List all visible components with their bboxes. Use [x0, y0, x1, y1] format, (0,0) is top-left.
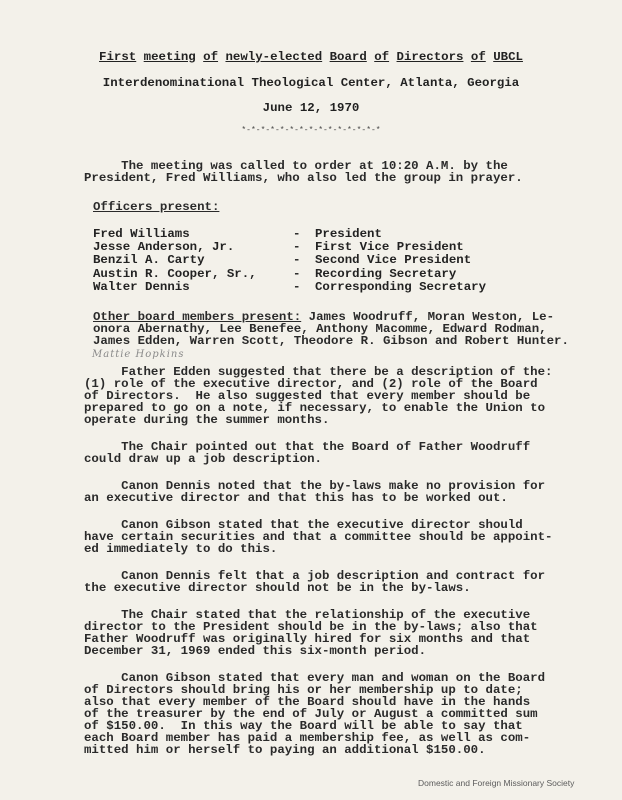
- text-line: each Board member has paid a membership fee, as well as com-: [84, 731, 531, 745]
- document-title: [0, 50, 622, 64]
- text-line: of Directors should bring his or her membership up to date;: [84, 683, 523, 697]
- officers-list: [93, 228, 486, 294]
- title-word: First: [99, 50, 137, 64]
- officer-name: Fred Williams: [93, 227, 190, 241]
- officers-heading: Officers present:: [93, 200, 220, 214]
- handwritten-annotation: Mattie Hopkins: [92, 349, 185, 360]
- subtitle: Interdenominational Theological Center, Atlanta, Georgia: [102, 76, 520, 90]
- text-line: Canon Dennis felt that a job description and contract for: [84, 569, 546, 583]
- officer-name: Walter Dennis: [93, 279, 190, 294]
- officers-heading-block: [93, 201, 219, 213]
- dash: -: [293, 240, 301, 255]
- text-line: an executive director and that this has to be worked out.: [84, 491, 508, 505]
- text-line: prepared to go on a note, if necessary, to enable the Union to: [84, 401, 546, 415]
- text-line: the executive director should not be in the by-laws.: [84, 581, 471, 595]
- title-word: Board: [329, 50, 367, 64]
- paragraph: [84, 609, 552, 657]
- officer-row: [93, 254, 486, 267]
- officer-role: President: [315, 227, 382, 241]
- text-line: of the treasurer by the end of July or August a committed sum: [84, 707, 538, 721]
- opening-paragraph: [84, 160, 523, 184]
- minutes-body: [84, 366, 552, 771]
- dash: -: [293, 253, 301, 268]
- title-word: newly-elected: [225, 50, 323, 64]
- text-line: President, Fred Williams, who also led the group in prayer.: [84, 171, 523, 185]
- other-members-heading: Other board members present:: [93, 310, 302, 324]
- text-line: The Chair stated that the relationship of the executive: [84, 608, 531, 622]
- officer-row: [93, 281, 486, 294]
- text-line: of Directors. He also suggested that every member should be: [84, 389, 531, 403]
- text-line: Canon Gibson stated that the executive director should: [84, 518, 523, 532]
- dash: -: [293, 266, 301, 281]
- paragraph: [84, 672, 552, 756]
- officer-role: First Vice President: [315, 240, 464, 255]
- text-line: Father Edden suggested that there be a description of the:: [84, 365, 553, 379]
- text-line: James Woodruff, Moran Weston, Le-: [301, 310, 555, 324]
- text-line: Canon Gibson stated that every man and woman on the Board: [84, 671, 546, 685]
- officer-name: Benzil A. Carty: [93, 253, 205, 268]
- text-line: Father Woodruff was originally hired for six months and that: [84, 632, 531, 646]
- paragraph: [84, 480, 552, 504]
- text-line: Canon Dennis noted that the by-laws make no provision for: [84, 479, 546, 493]
- text-line: ed immediately to do this.: [84, 542, 278, 556]
- officer-role: Corresponding Secretary: [315, 279, 487, 294]
- paragraph: [84, 441, 552, 465]
- dash: -: [293, 227, 301, 241]
- text-line: mitted him or herself to paying an additional $150.00.: [84, 743, 486, 757]
- title-word: of: [203, 50, 219, 64]
- text-line: onora Abernathy, Lee Benefee, Anthony Macomme, Edward Rodman,: [93, 322, 547, 336]
- title-word: of: [470, 50, 486, 64]
- text-line: The meeting was called to order at 10:20 A.M. by the: [84, 159, 508, 173]
- title-word: of: [374, 50, 390, 64]
- paragraph: [84, 366, 552, 426]
- separator: *-*-*-*-*-*-*-*-*-*-*-*-*-*-*: [241, 126, 381, 135]
- text-line: have certain securities and that a committee should be appoint-: [84, 530, 553, 544]
- text-line: James Edden, Warren Scott, Theodore R. Gibson and Robert Hunter.: [93, 334, 569, 348]
- text-line: also that every member of the Board should have in the hands: [84, 695, 531, 709]
- officer-role: Second Vice President: [315, 253, 472, 268]
- text-line: operate during the summer months.: [84, 413, 330, 427]
- text-line: director to the President should be in the by-laws; also that: [84, 620, 538, 634]
- officer-name: Austin R. Cooper, Sr.,: [93, 266, 257, 281]
- meeting-date: June 12, 1970: [262, 101, 360, 115]
- officer-role: Recording Secretary: [315, 266, 457, 281]
- dash: -: [293, 279, 301, 294]
- officer-name: Jesse Anderson, Jr.: [93, 240, 235, 255]
- title-word: UBCL: [493, 50, 523, 64]
- paragraph: [84, 570, 552, 594]
- title-word: meeting: [143, 50, 196, 64]
- text-line: could draw up a job description.: [84, 452, 322, 466]
- text-line: The Chair pointed out that the Board of Father Woodruff: [84, 440, 531, 454]
- watermark: Domestic and Foreign Missionary Society: [418, 778, 575, 788]
- title-word: Directors: [396, 50, 464, 64]
- other-members-paragraph: [93, 311, 569, 347]
- officer-row: [93, 268, 486, 281]
- paragraph: [84, 519, 552, 555]
- text-line: of $150.00. In this way the Board will be able to say that: [84, 719, 523, 733]
- text-line: (1) role of the executive director, and (2) role of the Board: [84, 377, 538, 391]
- text-line: December 31, 1969 ended this six-month period.: [84, 644, 427, 658]
